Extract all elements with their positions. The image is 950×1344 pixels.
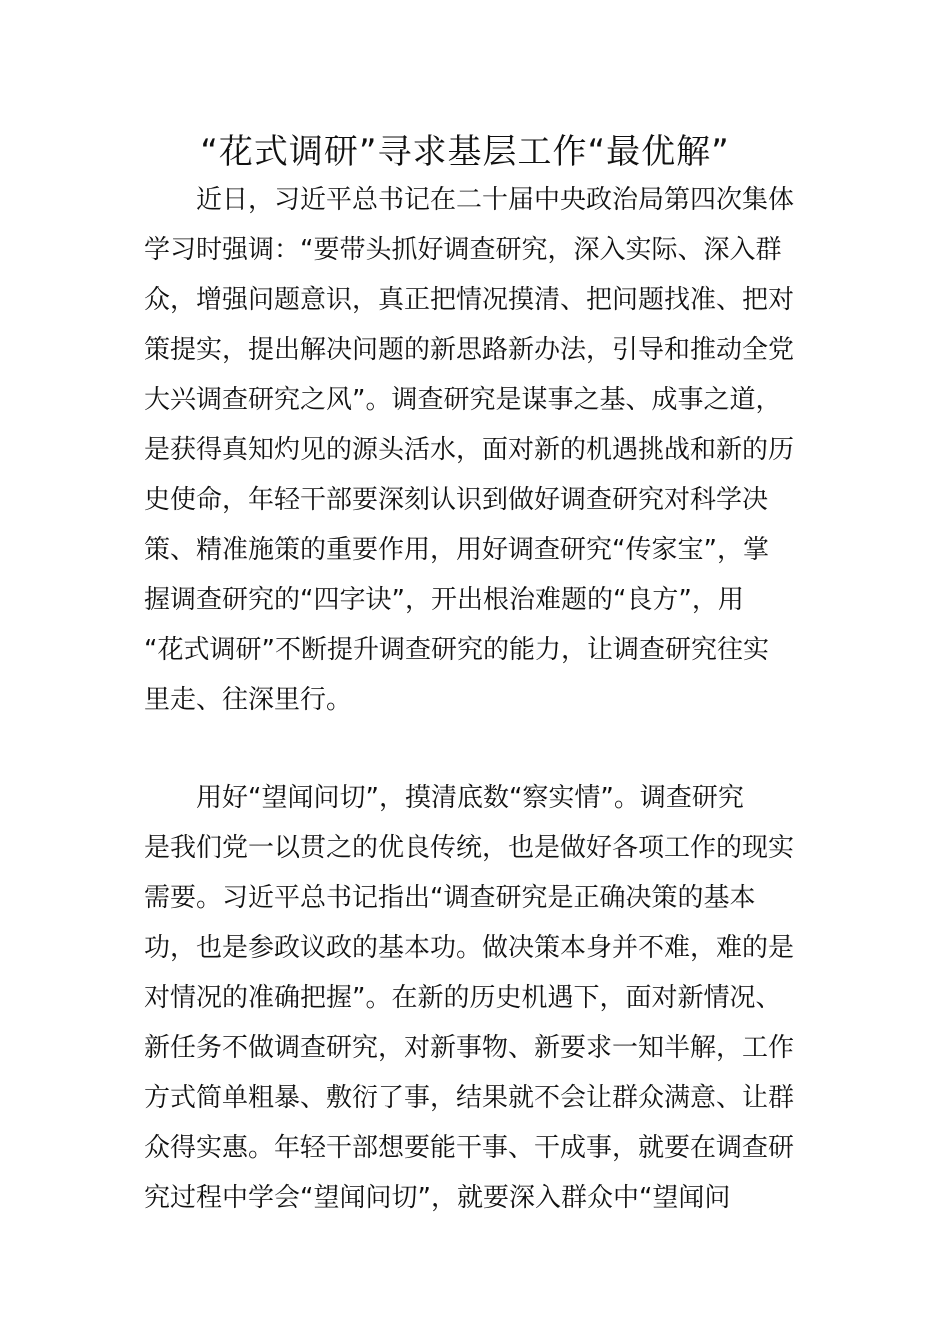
paragraph-1 bbox=[144, 175, 809, 725]
text-line: 是获得真知灼见的源头活水，面对新的机遇挑战和新的历 bbox=[144, 435, 795, 465]
text-line: 究过程中学会“望闻问切”，就要深入群众中“望闻问 bbox=[144, 1183, 731, 1213]
text-line: 对情况的准确把握”。在新的历史机遇下，面对新情况、 bbox=[144, 983, 782, 1013]
text-line: 史使命，年轻干部要深刻认识到做好调查研究对科学决 bbox=[144, 485, 769, 515]
text-line: 里走、往深里行。 bbox=[144, 685, 353, 715]
paragraph-2 bbox=[144, 773, 809, 1223]
text-line: 需要。习近平总书记指出“调查研究是正确决策的基本 bbox=[144, 883, 756, 913]
document-title: “花式调研”寻求基层工作“最优解” bbox=[200, 132, 730, 172]
text-line: 学习时强调：“要带头抓好调查研究，深入实际、深入群 bbox=[144, 235, 782, 265]
text-line: 用好“望闻问切”，摸清底数“察实情”。调查研究 bbox=[196, 783, 744, 813]
text-line: 近日，习近平总书记在二十届中央政治局第四次集体 bbox=[196, 185, 795, 215]
text-line: 新任务不做调查研究，对新事物、新要求一知半解，工作 bbox=[144, 1033, 795, 1063]
text-line: 方式简单粗暴、敷衍了事，结果就不会让群众满意、让群 bbox=[144, 1083, 795, 1113]
text-line: 大兴调查研究之风”。调查研究是谋事之基、成事之道， bbox=[144, 385, 782, 415]
text-line: 策、精准施策的重要作用，用好调查研究“传家宝”，掌 bbox=[144, 535, 769, 565]
text-line: “花式调研”不断提升调查研究的能力，让调查研究往实 bbox=[144, 635, 769, 665]
text-line: 握调查研究的“四字诀”，开出根治难题的“良方”，用 bbox=[144, 585, 744, 615]
text-line: 是我们党一以贯之的优良传统，也是做好各项工作的现实 bbox=[144, 833, 795, 863]
text-line: 众，增强问题意识，真正把情况摸清、把问题找准、把对 bbox=[144, 285, 795, 315]
text-line: 众得实惠。年轻干部想要能干事、干成事，就要在调查研 bbox=[144, 1133, 795, 1163]
text-line: 功，也是参政议政的基本功。做决策本身并不难，难的是 bbox=[144, 933, 795, 963]
text-line: 策提实，提出解决问题的新思路新办法，引导和推动全党 bbox=[144, 335, 795, 365]
